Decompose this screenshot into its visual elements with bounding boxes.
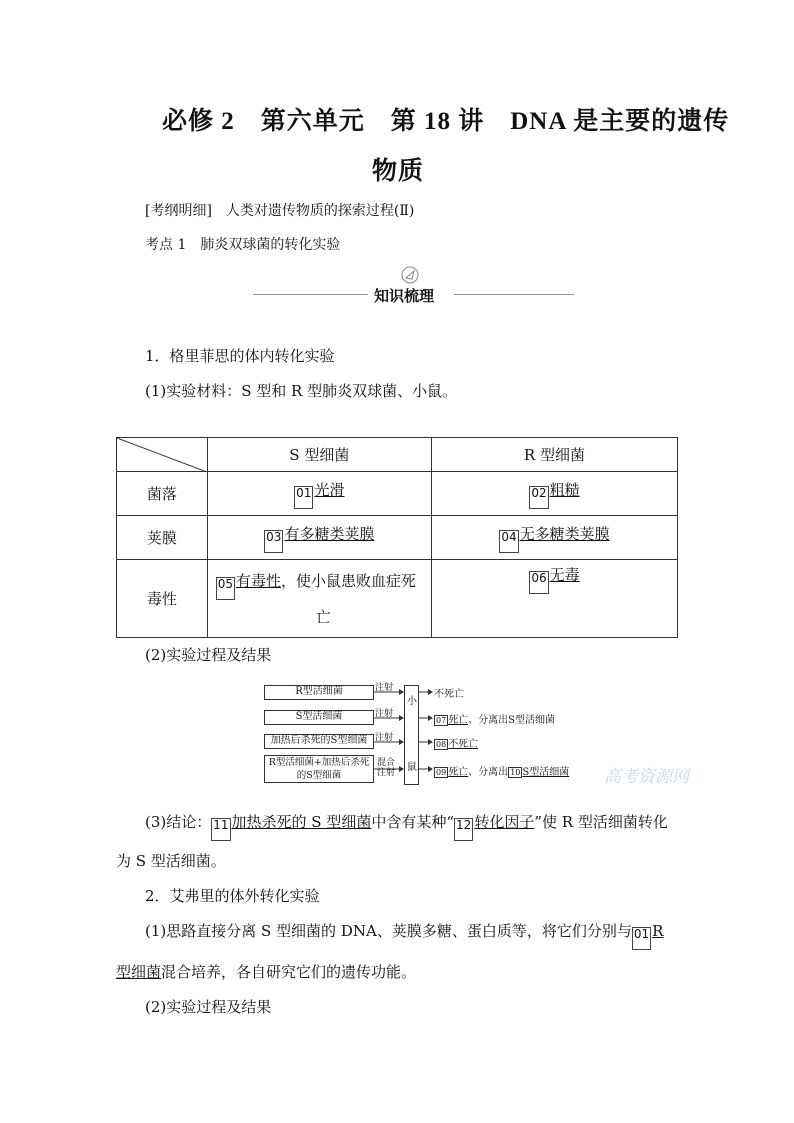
- cell-r: [431, 560, 677, 638]
- result-text: 不死亡: [448, 739, 479, 750]
- mouse-label-top: 小: [407, 696, 417, 707]
- cell-s: [207, 472, 431, 516]
- answer-number: 05: [216, 577, 235, 600]
- answer-text: 加热杀死的 S 型细菌: [231, 813, 372, 831]
- result-text: 死亡: [448, 715, 469, 726]
- row-label: 毒性: [117, 560, 208, 638]
- mouse-box: [404, 685, 419, 785]
- flow-input-s-heated: 加热后杀死的S型细菌: [264, 734, 374, 749]
- header-s-type: S 型细菌: [207, 438, 431, 472]
- conclusion-prefix: (3)结论：: [145, 813, 212, 831]
- answer-number: 01: [632, 927, 651, 950]
- griffith-flow-diagram: [262, 682, 582, 788]
- diagonal-header-cell: [117, 438, 208, 472]
- result-text: 死亡: [448, 767, 469, 778]
- answer-text: 有毒性: [235, 571, 281, 590]
- flow-result: [434, 763, 569, 778]
- section-label: 知识梳理: [374, 287, 435, 305]
- flow-input-mixed: R型活细菌+加热后杀死的S型细菌: [264, 755, 374, 783]
- answer-text: 光滑: [314, 480, 345, 499]
- flow-input-s-live: S型活细菌: [264, 710, 374, 725]
- answer-number: 01: [294, 486, 313, 509]
- table-row: [117, 560, 678, 638]
- header-r-type: R 型细菌: [431, 438, 677, 472]
- answer-number: 02: [529, 486, 548, 509]
- s2-process-heading: (2)实验过程及结果: [145, 998, 272, 1016]
- divider-right: [454, 294, 574, 295]
- flow-action: 注射: [375, 709, 394, 719]
- cell-s: [207, 516, 431, 560]
- answer-number: 08: [436, 740, 447, 749]
- cell-r: [431, 516, 677, 560]
- cell-r: [431, 472, 677, 516]
- flow-result: [434, 685, 464, 700]
- answer-number: 07: [436, 716, 447, 725]
- answer-number: 10: [510, 768, 521, 777]
- answer-text: 型细菌: [116, 963, 162, 981]
- conclusion-suffix: ”使 R 型活细菌转化: [534, 813, 668, 831]
- idea-suffix: 混合培养，各自研究它们的遗传功能。: [161, 963, 417, 981]
- answer-number: 09: [436, 768, 447, 777]
- s2-heading: 2．艾弗里的体外转化实验: [145, 887, 320, 905]
- mouse-label-bottom: 鼠: [407, 762, 417, 773]
- cell-s: [207, 560, 431, 638]
- result-extra: 、分离出S型活细菌: [468, 715, 556, 726]
- answer-number: 04: [499, 530, 518, 553]
- page-title-line1: 必修 2 第六单元 第 18 讲 DNA 是主要的遗传: [162, 108, 730, 135]
- result-text: S型活细菌: [522, 767, 570, 778]
- exam-point-heading: 考点 1 肺炎双球菌的转化实验: [145, 237, 341, 253]
- answer-number: 11: [211, 818, 230, 841]
- s1-heading: 1．格里菲思的体内转化实验: [145, 347, 335, 365]
- flow-action: 注射: [375, 733, 394, 743]
- answer-text: 转化因子: [474, 813, 535, 831]
- s1-process-heading: (2)实验过程及结果: [145, 646, 272, 664]
- table-header-row: [117, 438, 678, 472]
- s2-idea: [145, 921, 663, 950]
- answer-number: 06: [529, 571, 548, 594]
- answer-text: 有多糖类荚膜: [284, 524, 375, 543]
- answer-text: 粗糙: [549, 480, 580, 499]
- row-label: 荚膜: [117, 516, 208, 560]
- flow-result: [434, 735, 478, 750]
- flow-action: 注射: [375, 683, 394, 693]
- table-row: [117, 516, 678, 560]
- answer-number: 03: [264, 530, 283, 553]
- answer-text: R: [652, 922, 664, 940]
- conclusion-mid: 中含有某种“: [371, 813, 455, 831]
- result-text: 不死亡: [434, 689, 464, 700]
- s1-conclusion-line2: 为 S 型活细菌。: [116, 852, 226, 870]
- answer-line2: 亡: [315, 607, 331, 626]
- answer-number: 12: [454, 818, 473, 841]
- s2-idea-line2: [116, 962, 416, 982]
- syllabus-outline: [考纲明细] 人类对遗传物质的探索过程(Ⅱ): [145, 203, 415, 219]
- answer-text: 无多糖类荚膜: [519, 524, 610, 543]
- flow-input-r-live: R型活细菌: [264, 685, 374, 700]
- flow-result: [434, 711, 555, 726]
- page-title-line2: 物质: [372, 158, 425, 185]
- answer-text: 无毒: [549, 566, 580, 584]
- divider-left: [253, 294, 368, 295]
- flow-action: 混合注射: [377, 758, 396, 778]
- answer-rest: ，使小鼠患败血症死: [280, 571, 416, 590]
- s1-materials: (1)实验材料：S 型和 R 型肺炎双球菌、小鼠。: [145, 382, 458, 400]
- watermark: 高考资源网: [604, 767, 689, 787]
- bacteria-comparison-table: [116, 437, 678, 638]
- table-row: [117, 472, 678, 516]
- section-leaf-icon: [400, 266, 420, 284]
- result-extra: 、分离出: [468, 767, 509, 778]
- idea-prefix: (1)思路直接分离 S 型细菌的 DNA、荚膜多糖、蛋白质等，将它们分别与: [145, 922, 632, 940]
- s1-conclusion: [145, 812, 668, 841]
- row-label: 菌落: [117, 472, 208, 516]
